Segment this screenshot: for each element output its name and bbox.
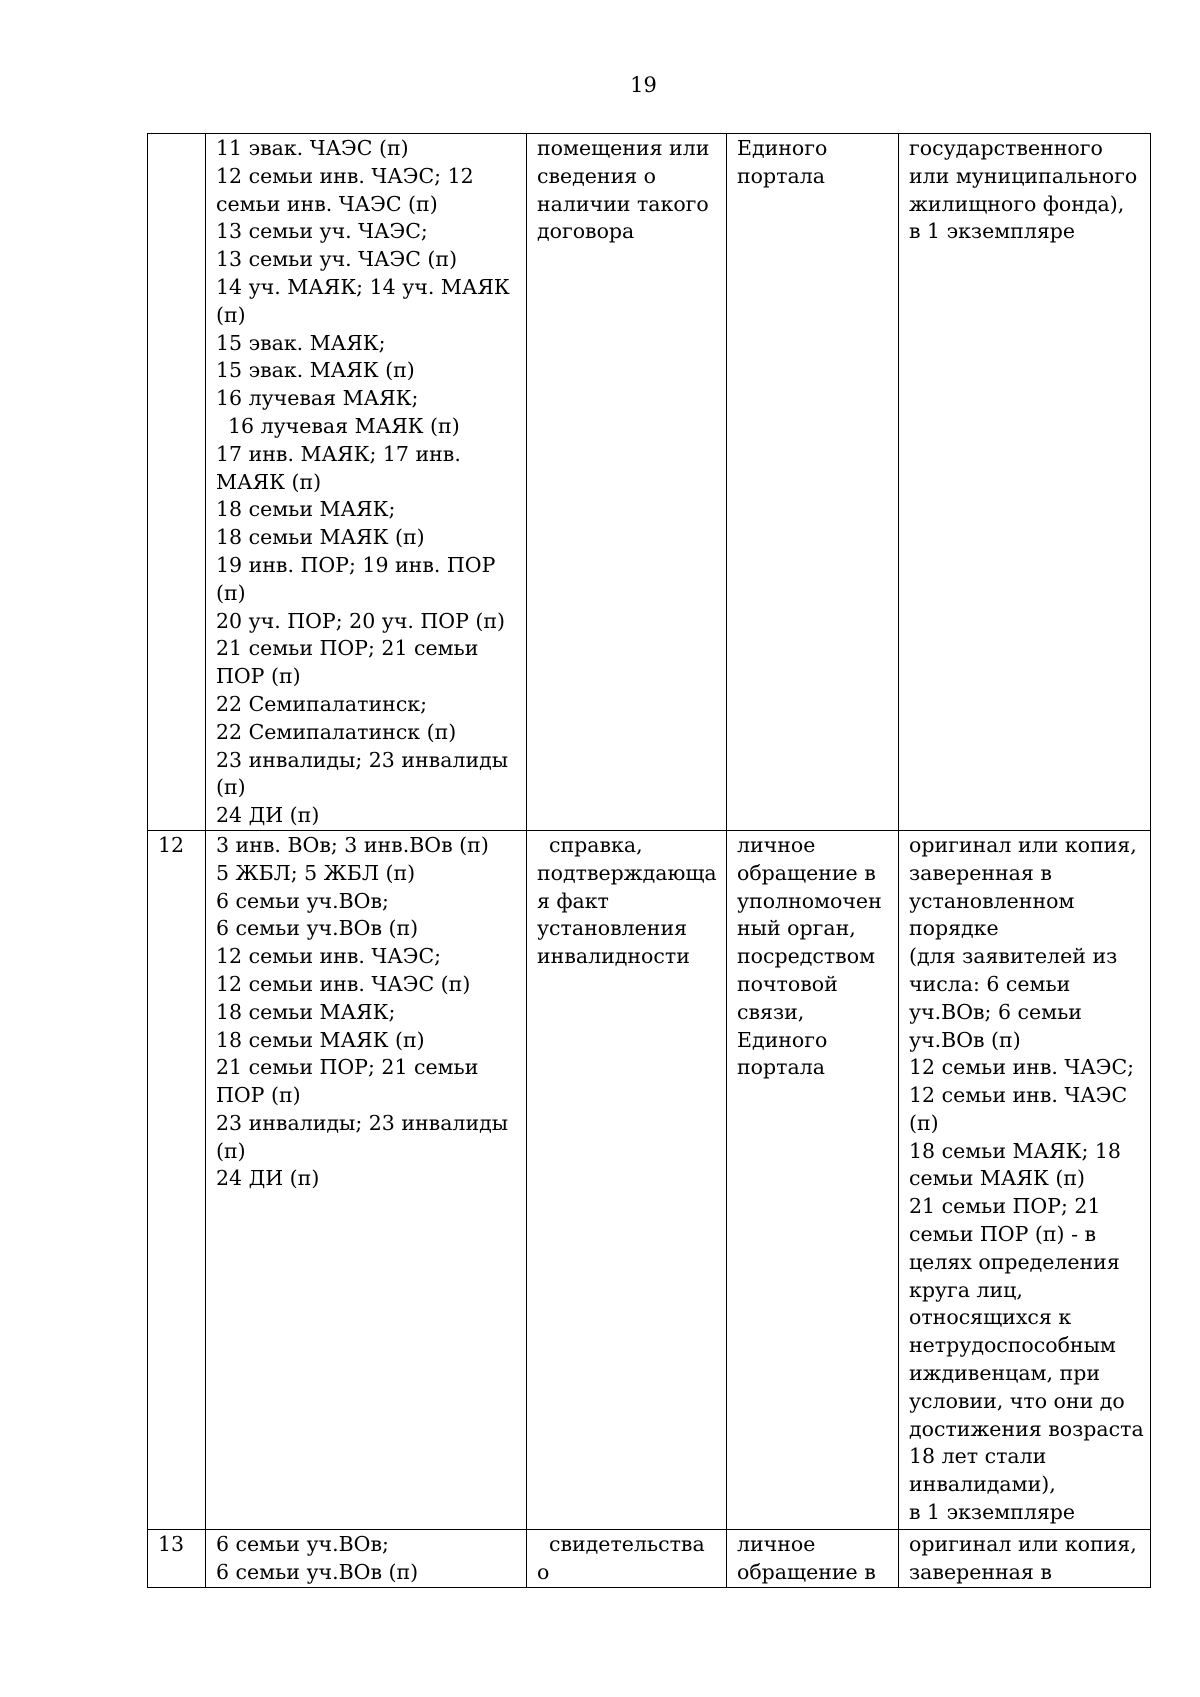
method-line: обращение в (737, 1559, 876, 1584)
category-line: 12 семьи инв. ЧАЭС (п) (216, 971, 471, 996)
method-line: личное (737, 832, 816, 857)
category-line: 6 семьи уч.ВОв (п) (216, 916, 419, 941)
category-line: 18 семьи МАЯК (п) (216, 525, 425, 550)
category-line: 18 семьи МАЯК (п) (216, 1027, 425, 1052)
category-line: 15 эвак. МАЯК (п) (216, 358, 415, 383)
category-line: 14 уч. МАЯК; 14 уч. МАЯК (216, 274, 510, 299)
method-line: портала (737, 1055, 825, 1080)
method-line: ный орган, (737, 916, 856, 941)
requirement-line: (п) (909, 1110, 939, 1135)
requirement-line: заверенная в (909, 860, 1052, 885)
category-cell (206, 1529, 527, 1587)
category-cell (206, 830, 527, 1529)
document-line: наличии такого (537, 191, 709, 216)
category-line: 23 инвалиды; 23 инвалиды (216, 1110, 509, 1135)
document-line: справка, (549, 832, 643, 857)
category-line: (п) (216, 580, 246, 605)
category-line: 12 семьи инв. ЧАЭС; 12 (216, 163, 474, 188)
category-line: 17 инв. МАЯК; 17 инв. (216, 441, 461, 466)
category-line: 22 Семипалатинск (п) (216, 719, 457, 744)
category-line: 16 лучевая МАЯК (п) (228, 413, 460, 438)
category-line: ПОР (п) (216, 664, 301, 689)
requirement-line: порядке (909, 916, 999, 941)
category-line: 3 инв. ВОв; 3 инв.ВОв (п) (216, 832, 489, 857)
requirement-line: семьи ПОР (п) - в (909, 1222, 1097, 1247)
requirement-line: жилищного фонда), (909, 191, 1125, 216)
requirement-line: оригинал или копия, (909, 832, 1137, 857)
requirement-line: 18 лет стали (909, 1444, 1047, 1469)
requirement-line: круга лиц, (909, 1277, 1023, 1302)
category-line: МАЯК (п) (216, 469, 322, 494)
method-line: посредством (737, 944, 876, 969)
requirement-line: установленном (909, 888, 1075, 913)
requirement-line: нетрудоспособным (909, 1333, 1116, 1358)
table-row (148, 1529, 1151, 1587)
document-line: инвалидности (537, 944, 690, 969)
requirement-line: условии, что они до (909, 1388, 1125, 1413)
requirement-line: (для заявителей из (909, 944, 1118, 969)
method-line: личное (737, 1531, 816, 1556)
requirement-cell (899, 1529, 1151, 1587)
document-cell (527, 1529, 727, 1587)
row-number-cell (148, 830, 206, 1529)
category-line: 16 лучевая МАЯК; (216, 386, 419, 411)
table-row (148, 830, 1151, 1529)
row-number-cell (148, 134, 206, 831)
category-line: 6 семьи уч.ВОв; (216, 1531, 389, 1556)
method-line: портала (737, 163, 825, 188)
method-cell (727, 830, 899, 1529)
category-line: 19 инв. ПОР; 19 инв. ПОР (216, 552, 496, 577)
category-line: 13 семьи уч. ЧАЭС (п) (216, 247, 458, 272)
category-line: 21 семьи ПОР; 21 семьи (216, 636, 479, 661)
method-line: связи, (737, 999, 805, 1024)
requirement-line: государственного (909, 136, 1103, 160)
method-line: почтовой (737, 971, 838, 996)
method-line: обращение в (737, 860, 876, 885)
requirement-line: достижения возраста (909, 1416, 1144, 1441)
category-line: 22 Семипалатинск; (216, 691, 428, 716)
method-cell (727, 134, 899, 831)
document-line: договора (537, 219, 635, 244)
category-line: (п) (216, 1138, 246, 1163)
category-line: 18 семьи МАЯК; (216, 497, 396, 522)
requirement-line: целях определения (909, 1249, 1120, 1274)
method-line: уполномочен (737, 888, 882, 913)
document-line: свидетельства (549, 1531, 705, 1556)
requirement-cell (899, 134, 1151, 831)
row-number-cell (148, 1529, 206, 1587)
requirement-line: 12 семьи инв. ЧАЭС; (909, 1055, 1135, 1080)
requirement-line: 21 семьи ПОР; 21 (909, 1194, 1101, 1219)
category-cell (206, 134, 527, 831)
document-cell (527, 134, 727, 831)
requirement-line: в 1 экземпляре (909, 1500, 1076, 1525)
category-line: 20 уч. ПОР; 20 уч. ПОР (п) (216, 608, 506, 633)
category-line: 5 ЖБЛ; 5 ЖБЛ (п) (216, 860, 416, 885)
method-line: Единого (737, 1027, 828, 1052)
requirement-line: уч.ВОв; 6 семьи (909, 999, 1082, 1024)
requirement-line: семьи МАЯК (п) (909, 1166, 1086, 1191)
requirement-line: оригинал или копия, (909, 1531, 1137, 1556)
category-line: (п) (216, 302, 246, 327)
category-line: 6 семьи уч.ВОв (п) (216, 1559, 419, 1584)
category-line: 12 семьи инв. ЧАЭС; (216, 944, 442, 969)
requirement-line: относящихся к (909, 1305, 1072, 1330)
method-cell (727, 1529, 899, 1587)
requirement-line: уч.ВОв (п) (909, 1027, 1021, 1052)
table-row (148, 134, 1151, 831)
category-line: семьи инв. ЧАЭС (п) (216, 191, 438, 216)
document-line: подтверждающа (537, 860, 717, 885)
requirement-line: или муниципального (909, 163, 1138, 188)
category-line: 18 семьи МАЯК; (216, 999, 396, 1024)
requirement-line: 12 семьи инв. ЧАЭС (909, 1083, 1128, 1108)
requirement-line: заверенная в (909, 1559, 1052, 1584)
requirement-line: иждивенцам, при (909, 1361, 1100, 1386)
page-number: 19 (630, 73, 657, 97)
requirement-line: в 1 экземпляре (909, 219, 1076, 244)
category-line: 21 семьи ПОР; 21 семьи (216, 1055, 479, 1080)
category-line: 6 семьи уч.ВОв; (216, 888, 389, 913)
category-line: 15 эвак. МАЯК; (216, 330, 386, 355)
requirement-line: числа: 6 семьи (909, 971, 1071, 996)
document-table (147, 133, 1151, 1588)
document-line: о (537, 1559, 550, 1584)
document-cell (527, 830, 727, 1529)
category-line: (п) (216, 775, 246, 800)
category-line: 13 семьи уч. ЧАЭС; (216, 219, 428, 244)
row-number: 12 (158, 832, 185, 857)
category-line: 11 эвак. ЧАЭС (п) (216, 136, 409, 160)
category-line: ПОР (п) (216, 1083, 301, 1108)
category-line: 24 ДИ (п) (216, 1166, 320, 1191)
method-line: Единого (737, 136, 828, 160)
requirement-line: 18 семьи МАЯК; 18 (909, 1138, 1121, 1163)
document-line: помещения или (537, 136, 710, 160)
category-line: 23 инвалиды; 23 инвалиды (216, 747, 509, 772)
document-line: сведения о (537, 163, 657, 188)
row-number: 13 (158, 1531, 185, 1556)
category-line: 24 ДИ (п) (216, 803, 320, 828)
document-line: установления (537, 916, 688, 941)
document-line: я факт (537, 888, 609, 913)
requirement-cell (899, 830, 1151, 1529)
requirement-line: инвалидами), (909, 1472, 1056, 1497)
